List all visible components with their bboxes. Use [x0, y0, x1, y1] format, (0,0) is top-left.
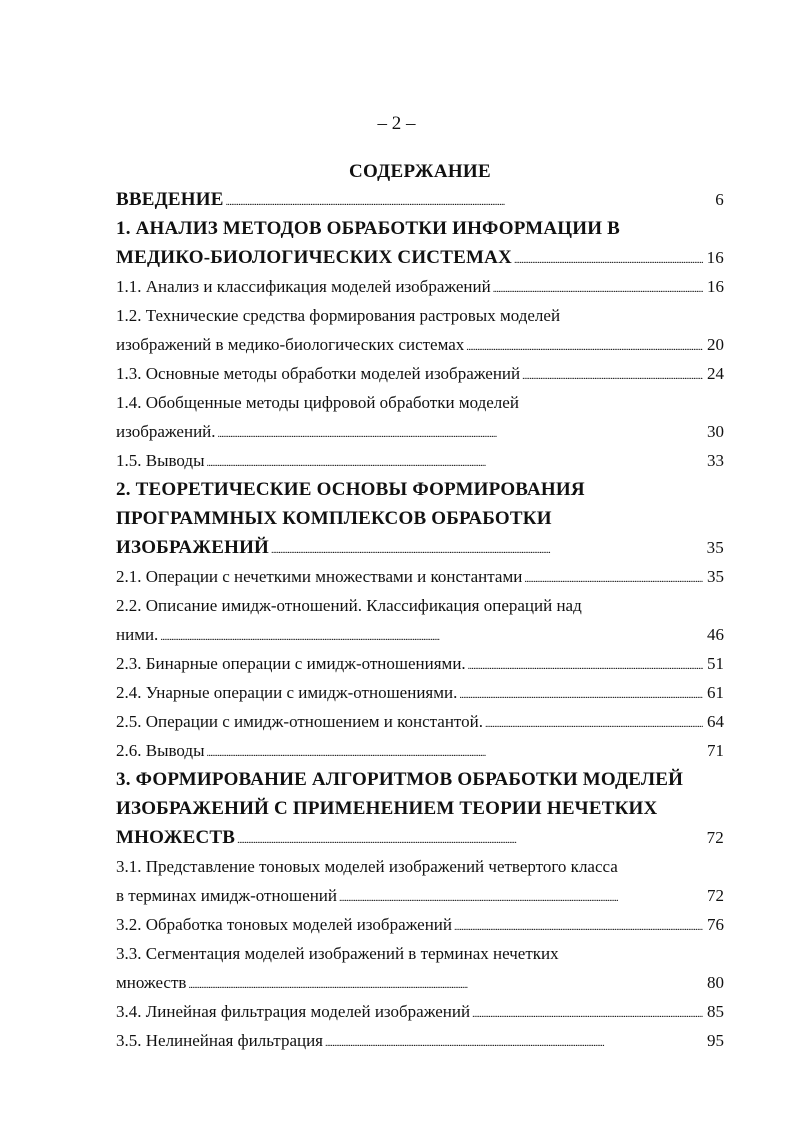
toc-entry-text: МЕДИКО-БИОЛОГИЧЕСКИХ СИСТЕМАХ [116, 247, 512, 268]
toc-entry-page: 51 [707, 654, 724, 673]
toc-entry-page: 46 [707, 625, 724, 644]
dot-leader [207, 736, 703, 768]
toc-entry [116, 562, 724, 591]
page-number: – 2 – [377, 113, 416, 134]
toc-entry-text: 2.2. Описание имидж-отношений. Классификация операций над [116, 596, 582, 615]
dot-leader [218, 417, 703, 449]
toc-entry-page: 35 [707, 567, 724, 586]
dot-leader [339, 881, 703, 913]
toc-entry [116, 823, 724, 852]
dot-leader [468, 649, 703, 681]
toc-entry [116, 997, 724, 1026]
toc-entry-page: 85 [707, 1002, 724, 1021]
toc-entry [116, 678, 724, 707]
dot-leader [271, 533, 703, 565]
toc-entry [116, 272, 724, 301]
toc-entry [116, 243, 724, 272]
toc-entry-page: 72 [707, 886, 724, 905]
toc-entry-page: 71 [707, 741, 724, 760]
toc-entry [116, 765, 724, 794]
toc-entry-page: 20 [707, 335, 724, 354]
toc-entry [116, 707, 724, 736]
table-of-contents [116, 185, 724, 1055]
dot-leader [472, 997, 703, 1029]
toc-entry-text: 1.3. Основные методы обработки моделей изображений [116, 364, 521, 383]
toc-entry-text: 1.1. Анализ и классификация моделей изображений [116, 277, 491, 296]
toc-entry-text: 1.4. Обобщенные методы цифровой обработки моделей [116, 393, 519, 412]
toc-entry [116, 446, 724, 475]
toc-entry [116, 968, 724, 997]
toc-entry [116, 910, 724, 939]
toc-entry-text: 2.4. Унарные операции с имидж-отношениями. [116, 683, 458, 702]
dot-leader [237, 823, 702, 855]
toc-entry-text: 3.2. Обработка тоновых моделей изображений [116, 915, 452, 934]
toc-entry-text: ИЗОБРАЖЕНИЙ [116, 537, 270, 558]
toc-entry-text: ПРОГРАММНЫХ КОМПЛЕКСОВ ОБРАБОТКИ [116, 508, 552, 529]
toc-entry [116, 185, 724, 214]
toc-entry-page: 76 [707, 915, 724, 934]
toc-entry-page: 95 [707, 1031, 724, 1050]
toc-entry-text: множеств [116, 973, 187, 992]
toc-entry [116, 736, 724, 765]
dot-leader [466, 330, 703, 362]
toc-entry-text: 1. АНАЛИЗ МЕТОДОВ ОБРАБОТКИ ИНФОРМАЦИИ В [116, 218, 621, 239]
toc-entry-text: 2.1. Операции с нечеткими множествами и константами [116, 567, 523, 586]
toc-entry [116, 504, 724, 533]
dot-leader [207, 446, 703, 478]
toc-entry [116, 475, 724, 504]
toc-entry [116, 620, 724, 649]
toc-entry [116, 533, 724, 562]
toc-entry-text: 2.6. Выводы [116, 741, 205, 760]
dot-leader [524, 562, 703, 594]
toc-entry [116, 852, 724, 881]
dot-leader [485, 707, 703, 739]
toc-entry-text: 3.5. Нелинейная фильтрация [116, 1031, 324, 1050]
toc-entry-page: 33 [707, 451, 724, 470]
toc-entry-page: 80 [707, 973, 724, 992]
dot-leader [226, 185, 704, 217]
toc-entry-page: 24 [707, 364, 724, 383]
toc-entry-text: МНОЖЕСТВ [116, 827, 236, 848]
toc-entry-text: 2.3. Бинарные операции с имидж-отношениями. [116, 654, 466, 673]
toc-entry-page: 16 [706, 248, 724, 267]
toc-entry [116, 939, 724, 968]
toc-entry [116, 591, 724, 620]
toc-entry-page: 64 [707, 712, 724, 731]
dot-leader [514, 243, 703, 275]
toc-entry-page: 6 [715, 190, 724, 209]
toc-entry [116, 881, 724, 910]
dot-leader [160, 620, 703, 652]
toc-entry-text: изображений. [116, 422, 216, 441]
toc-entry-page: 61 [707, 683, 724, 702]
toc-entry [116, 649, 724, 678]
toc-entry [116, 417, 724, 446]
dot-leader [459, 678, 703, 710]
toc-entry [116, 330, 724, 359]
toc-entry [116, 301, 724, 330]
toc-entry-text: в терминах имидж-отношений [116, 886, 337, 905]
toc-entry-text: 3. ФОРМИРОВАНИЕ АЛГОРИТМОВ ОБРАБОТКИ МОДЕЛЕЙ [116, 769, 684, 790]
toc-entry-text: 3.1. Представление тоновых моделей изображений четвертого класса [116, 857, 618, 876]
dot-leader [188, 968, 703, 1000]
toc-entry-text: 1.5. Выводы [116, 451, 205, 470]
toc-entry-text: 3.4. Линейная фильтрация моделей изображений [116, 1002, 471, 1021]
toc-entry [116, 214, 724, 243]
toc-entry [116, 359, 724, 388]
toc-entry-page: 72 [706, 828, 724, 847]
toc-entry-page: 35 [706, 538, 724, 557]
toc-entry-page: 30 [707, 422, 724, 441]
toc-entry-text: 1.2. Технические средства формирования растровых моделей [116, 306, 561, 325]
dot-leader [454, 910, 703, 942]
toc-entry-text: ИЗОБРАЖЕНИЙ С ПРИМЕНЕНИЕМ ТЕОРИИ НЕЧЕТКИХ [116, 798, 658, 819]
dot-leader [325, 1026, 703, 1058]
toc-entry-text: ВВЕДЕНИЕ [116, 189, 224, 210]
dot-leader [493, 272, 703, 304]
toc-entry [116, 388, 724, 417]
toc-entry-text: 2.5. Операции с имидж-отношением и константой. [116, 712, 483, 731]
toc-entry-text: 3.3. Сегментация моделей изображений в терминах нечетких [116, 944, 559, 963]
toc-entry [116, 794, 724, 823]
toc-entry-page: 16 [707, 277, 724, 296]
toc-title: СОДЕРЖАНИЕ [349, 161, 491, 182]
toc-entry-text: ними. [116, 625, 159, 644]
toc-entry [116, 1026, 724, 1055]
toc-entry-text: изображений в медико-биологических системах [116, 335, 465, 354]
toc-entry-text: 2. ТЕОРЕТИЧЕСКИЕ ОСНОВЫ ФОРМИРОВАНИЯ [116, 479, 585, 500]
dot-leader [522, 359, 703, 391]
